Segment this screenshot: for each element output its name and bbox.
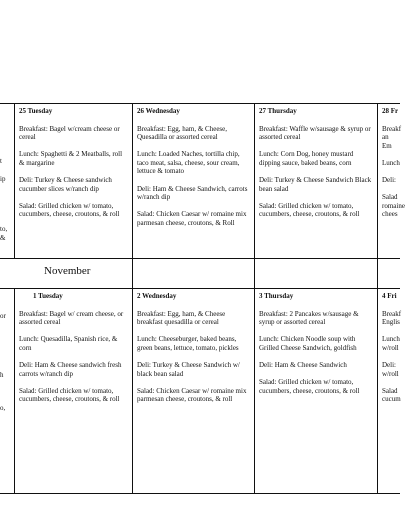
lunch-text: Lunch: Chicken Noodle soup with Grilled Cheese Sandwich, goldfish	[259, 335, 357, 352]
day-cell-tuesday-1	[14, 288, 132, 493]
lunch-text: Lunch	[382, 158, 400, 167]
lunch-calendar-grid	[0, 103, 405, 494]
salad-text: Salad: Chicken Caesar w/ romaine mix parmesan cheese, croutons, & roll	[137, 386, 247, 404]
deli-text: Deli: w/roll	[382, 360, 399, 378]
salad-text: Salad: Grilled chicken w/ tomato, cucumbers, cheese, croutons, & roll	[19, 201, 120, 219]
lunch-text: Lunch: Spaghetti & 2 Meatballs, roll & margarine	[19, 150, 123, 167]
deli-text: Deli:	[382, 175, 396, 184]
salad-text: Salad: Grilled chicken w/ tomato, cucumbers, cheese, croutons, & roll	[19, 386, 120, 404]
lunch-text: Lunch: Cheeseburger, baked beans, green beans, lettuce, tomato, pickles	[137, 335, 239, 352]
breakfast-text: Breakfast: Egg, ham, & Cheese, Quesadilla or assorted cereal	[137, 124, 228, 142]
clipped-text: to,	[0, 225, 8, 234]
day-cell-friday-4-clipped	[377, 288, 400, 493]
deli-text: Deli: Ham & Cheese Sandwich	[259, 360, 347, 369]
day-cell-thursday-27	[254, 103, 377, 258]
clipped-text: ip	[0, 174, 6, 183]
breakfast-text: Breakf Englis	[382, 309, 402, 327]
day-heading: 4 Fri	[382, 292, 397, 300]
day-cell-wednesday-26	[132, 103, 254, 258]
deli-text: Deli: Turkey & Cheese Sandwich w/ black bean salad	[137, 360, 240, 378]
day-heading: 27 Thursday	[259, 107, 297, 115]
salad-text: Salad: Grilled chicken w/ tomato, cucumbers, cheese, croutons, & roll	[259, 378, 360, 395]
day-heading: 26 Wednesday	[137, 107, 180, 115]
month-heading: November	[44, 265, 91, 277]
deli-text: Deli: Ham & Cheese Sandwich, carrots w/ranch dip	[137, 184, 248, 202]
day-heading: 2 Wednesday	[137, 292, 177, 300]
breakfast-text: Breakfast: 2 Pancakes w/sausage & syrup or assorted cereal	[259, 309, 359, 327]
lunch-text: Lunch: Loaded Naches, tortilla chip, taco meat, salsa, cheese, sour cream, lettuce & tomato	[137, 150, 240, 176]
deli-text: Deli: Turkey & Cheese Sandwich Black bean salad	[259, 175, 372, 193]
breakfast-text: Breakfast: Waffle w/sausage & syrup or assorted cereal	[259, 124, 371, 142]
salad-text: Salad: Grilled chicken w/ tomato, cucumbers, cheese, croutons, & roll	[259, 201, 360, 219]
day-heading: 25 Tuesday	[19, 107, 53, 115]
clipped-text: or	[0, 312, 6, 320]
clipped-text: h	[0, 370, 4, 379]
day-cell-thursday-3	[254, 288, 377, 493]
salad-text: Salad: Chicken Caesar w/ romaine mix parmesan cheese, croutons, & Roll	[137, 210, 247, 227]
day-heading: 3 Thursday	[259, 292, 294, 300]
breakfast-text: Breakfast: Bagel w/ cream cheese, or assorted cereal	[19, 309, 124, 327]
lunch-text: Lunch: Corn Dog, honey mustard dipping sauce, baked beans, corn	[259, 150, 354, 167]
grid-line	[0, 493, 400, 494]
day-heading: 1 Tuesday	[33, 292, 63, 300]
day-cell-wednesday-2	[132, 288, 254, 493]
lunch-text: Lunch: Quesadilla, Spanish rice, & corn	[19, 335, 118, 352]
deli-text: Deli: Turkey & Cheese sandwich cucumber slices w/ranch dip	[19, 175, 112, 193]
clipped-text: t	[0, 157, 2, 165]
lunch-text: Lunch w/roll	[382, 335, 400, 352]
previous-day-clipped	[0, 308, 14, 493]
salad-text: Salad cucum	[382, 386, 401, 404]
clipped-text: &	[0, 233, 6, 242]
salad-text: Salad romaine chees	[382, 193, 405, 219]
day-heading: 28 Fr	[382, 107, 399, 115]
breakfast-text: Breakf an Em	[382, 124, 402, 150]
previous-day-clipped	[0, 153, 14, 253]
breakfast-text: Breakfast: Bagel w/cream cheese or cereal	[19, 124, 120, 142]
day-cell-friday-28-clipped	[377, 103, 405, 258]
deli-text: Deli: Ham & Cheese sandwich fresh carrots w/ranch dip	[19, 360, 122, 378]
day-cell-tuesday-25	[14, 103, 132, 258]
grid-line	[0, 258, 400, 259]
clipped-text: o,	[0, 404, 6, 413]
breakfast-text: Breakfast: Egg, ham, & Cheese breakfast quesadilla or cereal	[137, 309, 226, 327]
